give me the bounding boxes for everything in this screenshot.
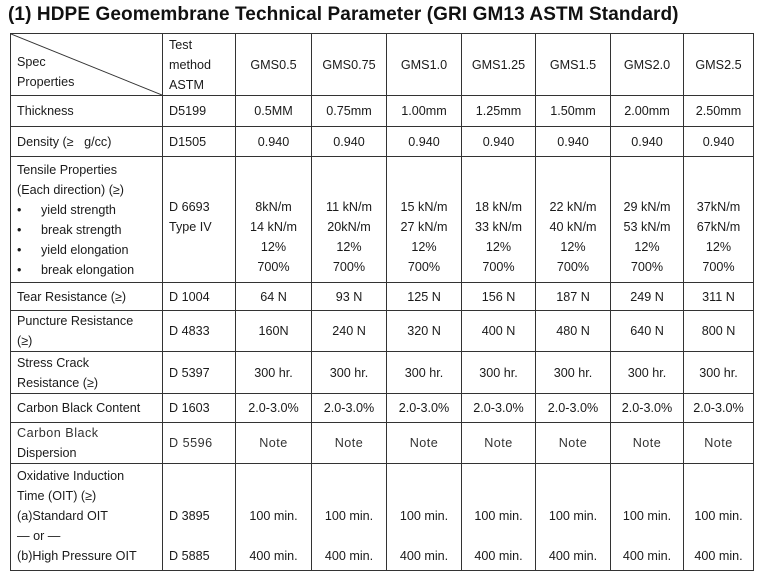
cell-value: Note (312, 423, 387, 464)
cell-value: Note (387, 423, 462, 464)
header-row (11, 34, 754, 96)
test-method: D5199 (163, 96, 236, 127)
cell-value: 480 N (536, 311, 611, 352)
tensile-item: • yield elongation (17, 240, 156, 260)
spec-table (10, 33, 754, 571)
oit-values: 100 min. 400 min. (236, 464, 312, 571)
tensile-values: 29 kN/m 53 kN/m 12% 700% (611, 157, 684, 283)
grade-header: GMS0.75 (312, 34, 387, 96)
cell-value: 300 hr. (536, 352, 611, 394)
oit-standard-label: (a)Standard OIT (17, 509, 108, 523)
property-label-cell (11, 423, 163, 464)
test-method: D 5596 (163, 423, 236, 464)
tensile-values: 15 kN/m 27 kN/m 12% 700% (387, 157, 462, 283)
test-method: D1505 (163, 127, 236, 157)
header-method-cell (163, 34, 236, 96)
tensile-label: (Each direction) (≥) (17, 182, 124, 197)
property-label: Tear Resistance (≥) (11, 283, 163, 311)
oit-values: 100 min. 400 min. (536, 464, 611, 571)
cell-value: 300 hr. (236, 352, 312, 394)
tensile-values: 8kN/m 14 kN/m 12% 700% (236, 157, 312, 283)
cell-value: 0.940 (684, 127, 754, 157)
oit-values: 100 min. 400 min. (611, 464, 684, 571)
cell-value: 800 N (684, 311, 754, 352)
property-label-cell (11, 352, 163, 394)
property-label: Stress Crack (17, 355, 90, 370)
cell-value: 160N (236, 311, 312, 352)
page-title: (1) HDPE Geomembrane Technical Parameter (GRI GM13 ASTM Standard) (8, 4, 679, 25)
grade-header: GMS1.25 (462, 34, 536, 96)
cell-value: 0.940 (387, 127, 462, 157)
tensile-values: 37kN/m 67kN/m 12% 700% (684, 157, 754, 283)
cell-value: Note (611, 423, 684, 464)
grade-header: GMS1.5 (536, 34, 611, 96)
cell-value: 0.5MM (236, 96, 312, 127)
cell-value: 1.50mm (536, 96, 611, 127)
cell-value: 2.0-3.0% (236, 394, 312, 423)
header-method-line: method (169, 57, 212, 72)
oit-values: 100 min. 400 min. (387, 464, 462, 571)
cell-value: 2.0-3.0% (611, 394, 684, 423)
cell-value: 640 N (611, 311, 684, 352)
cell-value: 300 hr. (611, 352, 684, 394)
test-method: D 3895 D 5885 (163, 464, 236, 571)
cell-value: 156 N (462, 283, 536, 311)
table-row (11, 127, 754, 157)
cell-value: 0.940 (611, 127, 684, 157)
table-row (11, 464, 754, 571)
cell-value: 0.940 (312, 127, 387, 157)
test-method: D 1004 (163, 283, 236, 311)
cell-value: 0.940 (536, 127, 611, 157)
cell-value: 240 N (312, 311, 387, 352)
cell-value: 64 N (236, 283, 312, 311)
header-spec-label: Spec (17, 54, 46, 69)
test-method: D 4833 (163, 311, 236, 352)
property-label: (≥) (17, 334, 33, 348)
tensile-item: • break elongation (17, 260, 156, 280)
grade-header: GMS1.0 (387, 34, 462, 96)
property-label: Puncture Resistance (17, 314, 134, 328)
cell-value: 2.0-3.0% (536, 394, 611, 423)
grade-header: GMS2.5 (684, 34, 754, 96)
cell-value: 93 N (312, 283, 387, 311)
tensile-item: • break strength (17, 220, 156, 240)
oit-values: 100 min. 400 min. (462, 464, 536, 571)
table-row (11, 352, 754, 394)
bullet-icon: • (17, 262, 22, 277)
table-row (11, 96, 754, 127)
cell-value: 300 hr. (387, 352, 462, 394)
property-label: Carbon Black (17, 426, 99, 440)
table-row (11, 311, 754, 352)
test-method: D 6693 Type IV (163, 157, 236, 283)
table-row (11, 394, 754, 423)
cell-value: 2.0-3.0% (462, 394, 536, 423)
cell-value: 187 N (536, 283, 611, 311)
cell-value: Note (536, 423, 611, 464)
test-method: D 5397 (163, 352, 236, 394)
bullet-icon: • (17, 242, 22, 257)
oit-high-pressure-label: (b)High Pressure OIT (17, 549, 137, 563)
cell-value: 400 N (462, 311, 536, 352)
tensile-values: 18 kN/m 33 kN/m 12% 700% (462, 157, 536, 283)
cell-value: 300 hr. (462, 352, 536, 394)
cell-value: 125 N (387, 283, 462, 311)
cell-value: 0.940 (462, 127, 536, 157)
cell-value: 1.25mm (462, 96, 536, 127)
oit-or-label: — or — (17, 529, 61, 543)
table-row (11, 423, 754, 464)
cell-value: 2.0-3.0% (387, 394, 462, 423)
tensile-values: 11 kN/m 20kN/m 12% 700% (312, 157, 387, 283)
property-label: Oxidative Induction (17, 469, 125, 483)
property-label: Density (≥ g/cc) (11, 127, 163, 157)
cell-value: 1.00mm (387, 96, 462, 127)
cell-value: 300 hr. (684, 352, 754, 394)
cell-value: Note (462, 423, 536, 464)
cell-value: 0.75mm (312, 96, 387, 127)
header-properties-label: Properties (17, 74, 75, 89)
table-row (11, 157, 754, 283)
cell-value: 300 hr. (312, 352, 387, 394)
property-label: Dispersion (17, 446, 77, 460)
cell-value: 249 N (611, 283, 684, 311)
cell-value: 2.50mm (684, 96, 754, 127)
cell-value: Note (684, 423, 754, 464)
property-label: Carbon Black Content (11, 394, 163, 423)
cell-value: 2.00mm (611, 96, 684, 127)
bullet-icon: • (17, 222, 22, 237)
test-method: D 1603 (163, 394, 236, 423)
tensile-label-cell (11, 157, 163, 283)
oit-values: 100 min. 400 min. (312, 464, 387, 571)
property-label: Thickness (11, 96, 163, 127)
cell-value: 2.0-3.0% (312, 394, 387, 423)
tensile-label: Tensile Properties (17, 162, 118, 177)
property-label: Resistance (≥) (17, 375, 99, 390)
property-label-cell (11, 311, 163, 352)
cell-value: 0.940 (236, 127, 312, 157)
cell-value: 2.0-3.0% (684, 394, 754, 423)
oit-label-cell (11, 464, 163, 571)
header-property-cell (11, 34, 163, 96)
cell-value: Note (236, 423, 312, 464)
header-method-line: ASTM (169, 77, 204, 92)
cell-value: 311 N (684, 283, 754, 311)
cell-value: 320 N (387, 311, 462, 352)
header-method-line: Test (169, 37, 193, 52)
property-label: Time (OIT) (≥) (17, 489, 97, 503)
grade-header: GMS2.0 (611, 34, 684, 96)
tensile-item: • yield strength (17, 200, 156, 220)
table-row (11, 283, 754, 311)
grade-header: GMS0.5 (236, 34, 312, 96)
oit-values: 100 min. 400 min. (684, 464, 754, 571)
tensile-values: 22 kN/m 40 kN/m 12% 700% (536, 157, 611, 283)
bullet-icon: • (17, 202, 22, 217)
